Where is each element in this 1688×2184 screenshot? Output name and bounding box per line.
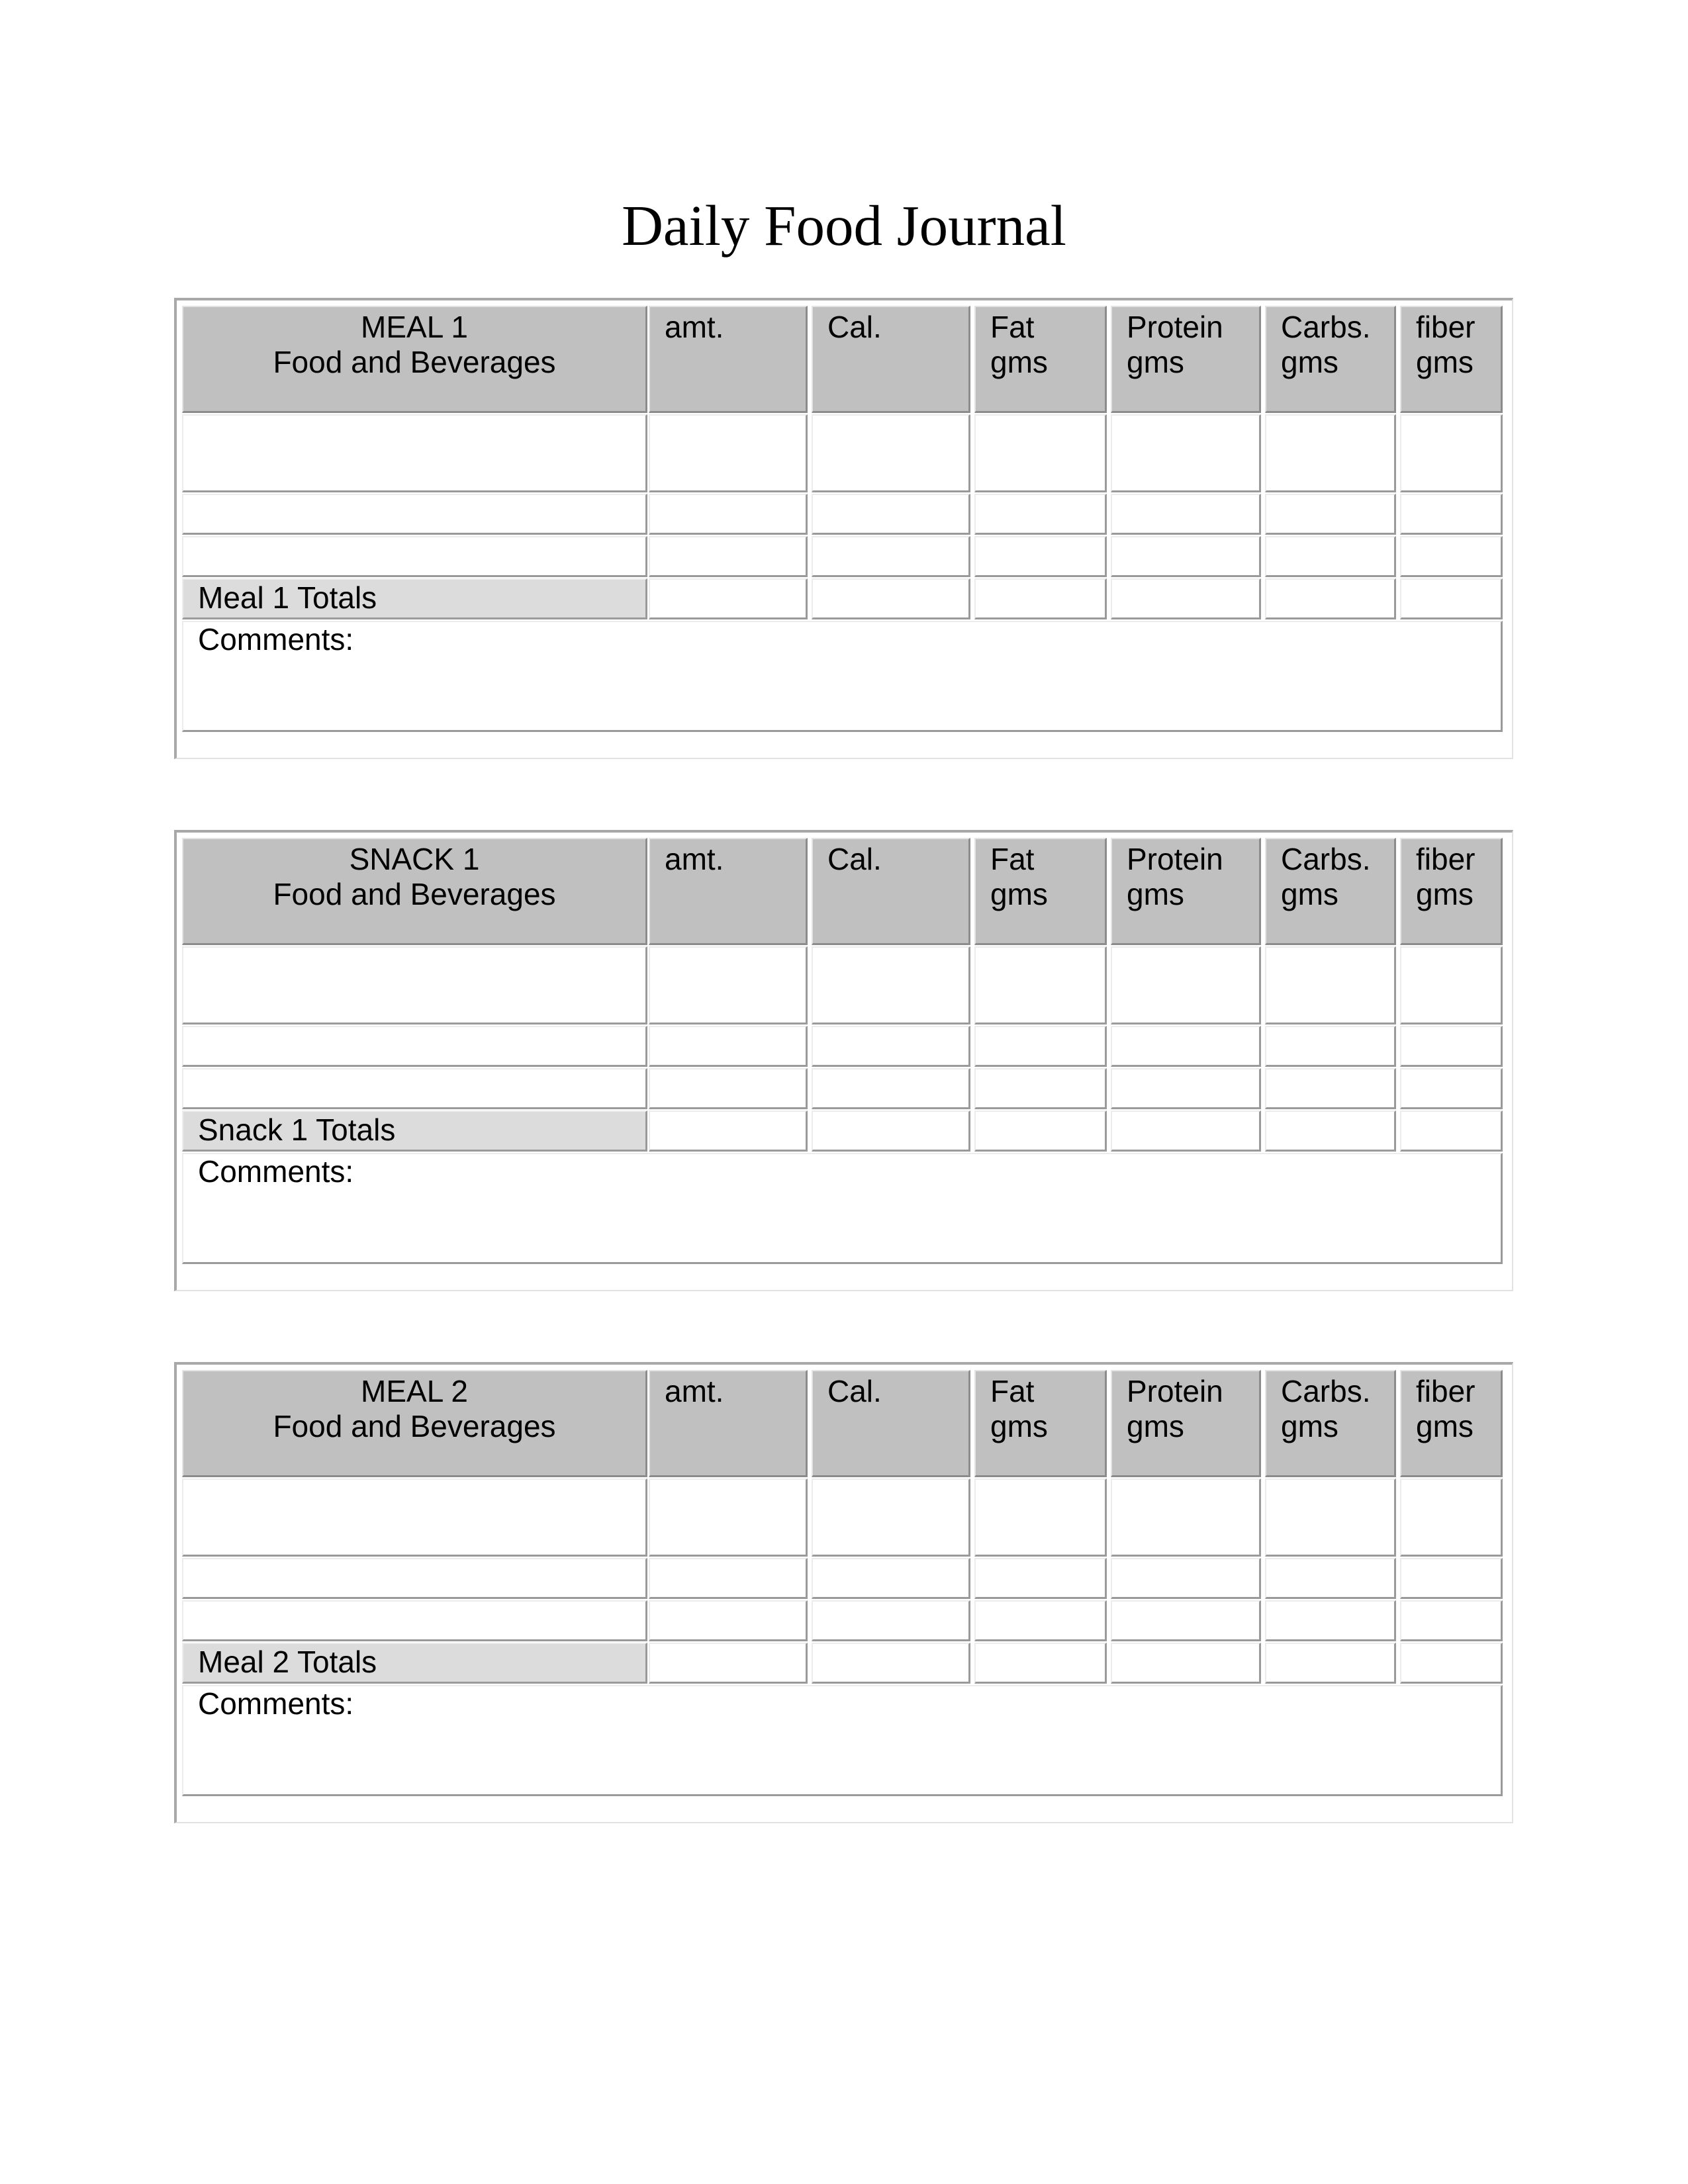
column-header-label: Cal. xyxy=(827,310,882,344)
column-header xyxy=(974,306,1107,413)
value-entry-cell[interactable] xyxy=(1400,1026,1503,1067)
totals-cell[interactable] xyxy=(1400,1111,1503,1152)
value-entry-cell[interactable] xyxy=(1111,494,1261,535)
totals-cell[interactable] xyxy=(1111,1643,1261,1684)
value-entry-cell[interactable] xyxy=(1400,1479,1503,1557)
value-entry-cell[interactable] xyxy=(974,1026,1107,1067)
value-entry-cell[interactable] xyxy=(812,946,970,1024)
column-header xyxy=(649,306,808,413)
totals-cell[interactable] xyxy=(812,578,970,619)
column-header-label: Carbs. xyxy=(1281,1374,1371,1408)
column-header-label: gms xyxy=(1127,877,1184,911)
totals-label: Meal 2 Totals xyxy=(182,1643,647,1684)
value-entry-cell[interactable] xyxy=(812,1068,970,1109)
totals-cell[interactable] xyxy=(649,1111,808,1152)
journal-section-3 xyxy=(174,1362,1513,1823)
column-header xyxy=(649,838,808,945)
value-entry-cell[interactable] xyxy=(1111,946,1261,1024)
column-header-label: fiber xyxy=(1416,842,1476,876)
column-header-label: Cal. xyxy=(827,1374,882,1408)
totals-cell[interactable] xyxy=(974,1111,1107,1152)
value-entry-cell[interactable] xyxy=(1111,1068,1261,1109)
value-entry-cell[interactable] xyxy=(1265,1600,1396,1641)
value-entry-cell[interactable] xyxy=(649,536,808,577)
value-entry-cell[interactable] xyxy=(1265,536,1396,577)
value-entry-cell[interactable] xyxy=(812,1600,970,1641)
food-entry-cell[interactable] xyxy=(182,1068,647,1109)
column-header-label: Carbs. xyxy=(1281,310,1371,344)
totals-cell[interactable] xyxy=(1400,1643,1503,1684)
food-entry-cell[interactable] xyxy=(182,1479,647,1557)
page-title: Daily Food Journal xyxy=(622,193,1066,257)
value-entry-cell[interactable] xyxy=(649,946,808,1024)
value-entry-cell[interactable] xyxy=(649,1026,808,1067)
column-header xyxy=(974,838,1107,945)
column-header-label: gms xyxy=(1127,1409,1184,1443)
column-header-label: amt. xyxy=(665,310,724,344)
value-entry-cell[interactable] xyxy=(1265,494,1396,535)
value-entry-cell[interactable] xyxy=(1265,1068,1396,1109)
column-header-label: Fat xyxy=(990,842,1035,876)
totals-cell[interactable] xyxy=(1265,1643,1396,1684)
section-title: SNACK 1 xyxy=(349,842,480,876)
value-entry-cell[interactable] xyxy=(649,414,808,492)
value-entry-cell[interactable] xyxy=(1265,1558,1396,1599)
column-header-label: fiber xyxy=(1416,310,1476,344)
comments-label: Comments: xyxy=(198,622,354,657)
totals-cell[interactable] xyxy=(1111,1111,1261,1152)
column-header xyxy=(1400,1370,1503,1477)
column-header-label: gms xyxy=(990,1409,1048,1443)
totals-cell[interactable] xyxy=(649,1643,808,1684)
comments-label: Comments: xyxy=(198,1154,354,1189)
value-entry-cell[interactable] xyxy=(974,946,1107,1024)
journal-section-1 xyxy=(174,298,1513,759)
column-header-label: gms xyxy=(1416,345,1474,379)
column-header-label: Fat xyxy=(990,1374,1035,1408)
value-entry-cell[interactable] xyxy=(1400,1068,1503,1109)
column-header-label: gms xyxy=(1281,345,1338,379)
column-header xyxy=(812,306,970,413)
value-entry-cell[interactable] xyxy=(649,1600,808,1641)
totals-cell[interactable] xyxy=(649,578,808,619)
food-entry-cell[interactable] xyxy=(182,414,647,492)
value-entry-cell[interactable] xyxy=(974,414,1107,492)
value-entry-cell[interactable] xyxy=(649,1068,808,1109)
column-header-label: Protein xyxy=(1127,842,1223,876)
section-title: MEAL 2 xyxy=(361,1374,468,1408)
value-entry-cell[interactable] xyxy=(812,1558,970,1599)
totals-cell[interactable] xyxy=(812,1643,970,1684)
value-entry-cell[interactable] xyxy=(649,494,808,535)
value-entry-cell[interactable] xyxy=(974,1068,1107,1109)
totals-label: Meal 1 Totals xyxy=(182,578,647,619)
value-entry-cell[interactable] xyxy=(1111,1026,1261,1067)
column-header xyxy=(1265,306,1396,413)
column-header-label: Carbs. xyxy=(1281,842,1371,876)
value-entry-cell[interactable] xyxy=(1400,536,1503,577)
column-header-label: gms xyxy=(990,877,1048,911)
value-entry-cell[interactable] xyxy=(812,494,970,535)
totals-label: Snack 1 Totals xyxy=(182,1111,647,1152)
food-entry-cell[interactable] xyxy=(182,1600,647,1641)
section-title: MEAL 1 xyxy=(361,310,468,344)
column-header-label: Protein xyxy=(1127,1374,1223,1408)
value-entry-cell[interactable] xyxy=(1400,946,1503,1024)
column-header-label: gms xyxy=(1281,1409,1338,1443)
column-header-label: fiber xyxy=(1416,1374,1476,1408)
column-header-label: amt. xyxy=(665,1374,724,1408)
value-entry-cell[interactable] xyxy=(1400,1558,1503,1599)
column-header-label: Protein xyxy=(1127,310,1223,344)
totals-cell[interactable] xyxy=(1265,1111,1396,1152)
value-entry-cell[interactable] xyxy=(1111,536,1261,577)
column-header xyxy=(812,1370,970,1477)
column-header xyxy=(974,1370,1107,1477)
totals-cell[interactable] xyxy=(1111,578,1261,619)
comments-field[interactable] xyxy=(182,1685,1503,1796)
totals-cell[interactable] xyxy=(974,578,1107,619)
column-header xyxy=(649,1370,808,1477)
column-header xyxy=(1111,838,1261,945)
value-entry-cell[interactable] xyxy=(1265,946,1396,1024)
value-entry-cell[interactable] xyxy=(974,536,1107,577)
value-entry-cell[interactable] xyxy=(1265,1479,1396,1557)
totals-cell[interactable] xyxy=(1265,578,1396,619)
value-entry-cell[interactable] xyxy=(812,536,970,577)
comments-field[interactable] xyxy=(182,1153,1503,1264)
value-entry-cell[interactable] xyxy=(1265,414,1396,492)
value-entry-cell[interactable] xyxy=(649,1479,808,1557)
value-entry-cell[interactable] xyxy=(1400,414,1503,492)
column-header xyxy=(812,838,970,945)
value-entry-cell[interactable] xyxy=(1111,1558,1261,1599)
value-entry-cell[interactable] xyxy=(649,1558,808,1599)
value-entry-cell[interactable] xyxy=(812,1026,970,1067)
column-header-label: gms xyxy=(990,345,1048,379)
section-subtitle: Food and Beverages xyxy=(273,345,556,379)
value-entry-cell[interactable] xyxy=(974,494,1107,535)
column-header xyxy=(1265,1370,1396,1477)
food-entry-cell[interactable] xyxy=(182,946,647,1024)
value-entry-cell[interactable] xyxy=(1111,1479,1261,1557)
value-entry-cell[interactable] xyxy=(812,1479,970,1557)
column-header-label: Fat xyxy=(990,310,1035,344)
column-header xyxy=(1400,838,1503,945)
totals-cell[interactable] xyxy=(1400,578,1503,619)
section-header xyxy=(182,1370,647,1477)
food-entry-cell[interactable] xyxy=(182,536,647,577)
column-header xyxy=(1111,306,1261,413)
value-entry-cell[interactable] xyxy=(1111,414,1261,492)
journal-section-2 xyxy=(174,830,1513,1291)
totals-cell[interactable] xyxy=(974,1643,1107,1684)
column-header xyxy=(1111,1370,1261,1477)
column-header-label: gms xyxy=(1416,1409,1474,1443)
value-entry-cell[interactable] xyxy=(974,1558,1107,1599)
comments-label: Comments: xyxy=(198,1686,354,1721)
section-subtitle: Food and Beverages xyxy=(273,877,556,911)
column-header-label: amt. xyxy=(665,842,724,876)
food-entry-cell[interactable] xyxy=(182,1558,647,1599)
food-entry-cell[interactable] xyxy=(182,1026,647,1067)
totals-cell[interactable] xyxy=(812,1111,970,1152)
value-entry-cell[interactable] xyxy=(1265,1026,1396,1067)
column-header xyxy=(1265,838,1396,945)
column-header-label: gms xyxy=(1416,877,1474,911)
column-header-label: Cal. xyxy=(827,842,882,876)
value-entry-cell[interactable] xyxy=(974,1479,1107,1557)
comments-field[interactable] xyxy=(182,621,1503,732)
section-header xyxy=(182,838,647,945)
value-entry-cell[interactable] xyxy=(812,414,970,492)
column-header xyxy=(1400,306,1503,413)
food-entry-cell[interactable] xyxy=(182,494,647,535)
column-header-label: gms xyxy=(1127,345,1184,379)
value-entry-cell[interactable] xyxy=(1400,494,1503,535)
section-subtitle: Food and Beverages xyxy=(273,1409,556,1443)
column-header-label: gms xyxy=(1281,877,1338,911)
value-entry-cell[interactable] xyxy=(1400,1600,1503,1641)
value-entry-cell[interactable] xyxy=(1111,1600,1261,1641)
value-entry-cell[interactable] xyxy=(974,1600,1107,1641)
section-header xyxy=(182,306,647,413)
